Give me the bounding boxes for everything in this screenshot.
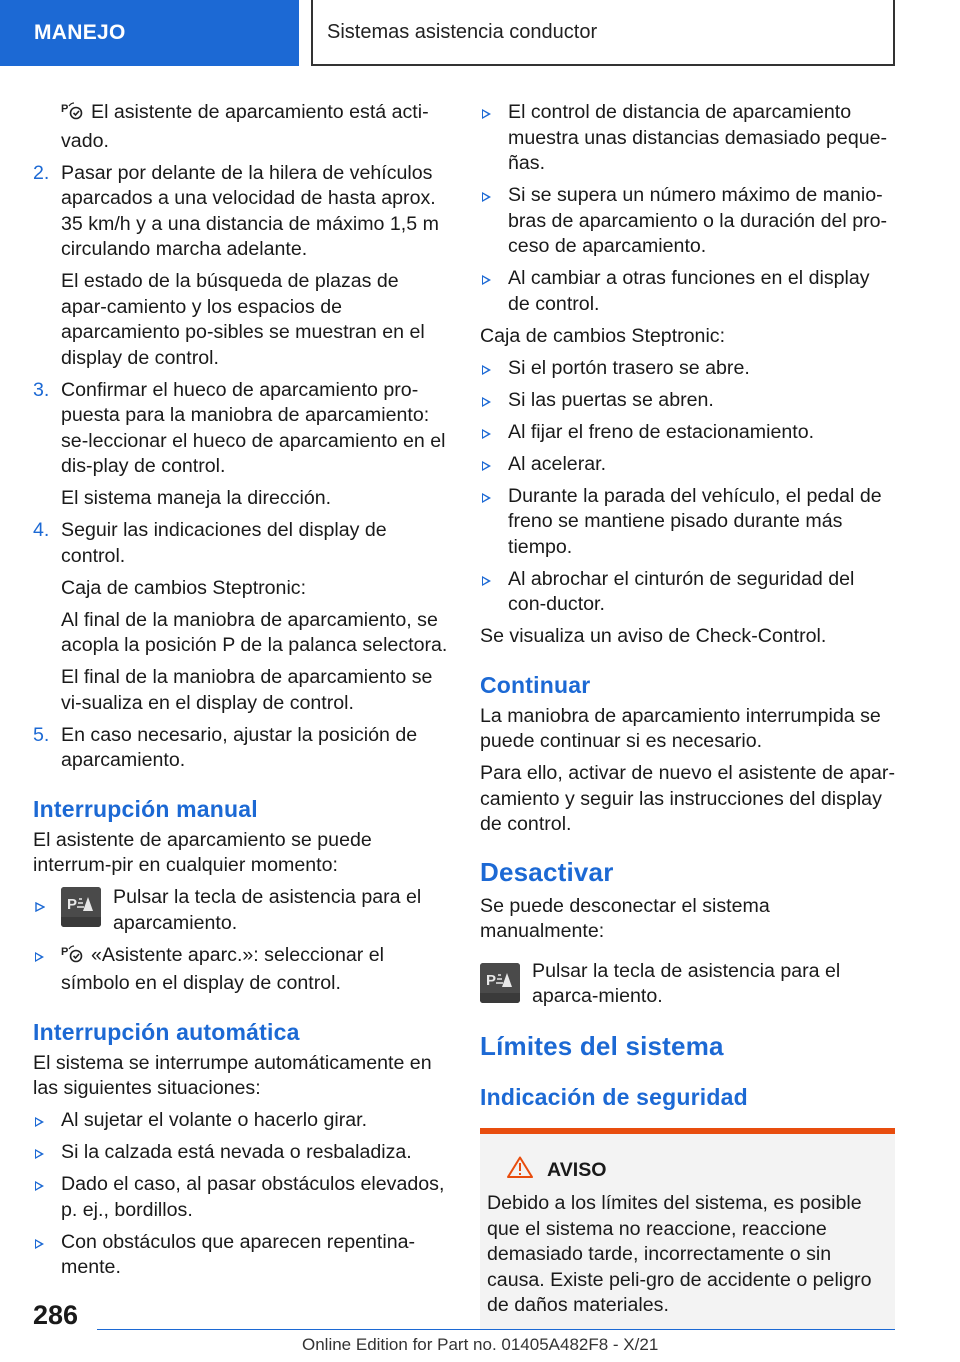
bullet-triangle-icon — [482, 275, 491, 285]
list-item — [33, 885, 448, 936]
bullet-triangle-icon — [35, 1181, 44, 1191]
section-tab: MANEJO — [0, 0, 299, 66]
step-number: 4. — [33, 519, 50, 541]
check-control-note: Se visualiza un aviso de Check-Control. — [480, 625, 827, 647]
bullet-triangle-icon — [482, 493, 491, 503]
list-item: Al fijar el freno de estacionamiento. — [480, 420, 895, 446]
automatic-interruption-heading: Interrupción automática — [33, 1018, 300, 1045]
svg-text:P: P — [67, 896, 78, 913]
list-item: Al acelerar. — [480, 452, 895, 478]
bullet-triangle-icon — [482, 461, 491, 471]
deactivate-instruction-text: Pulsar la tecla de asistencia para el aparca-miento. — [532, 959, 841, 1007]
continue-paragraph: La maniobra de aparcamiento interrumpida se puede continuar si es necesario. — [480, 704, 881, 752]
footer-edition: Online Edition for Part no. 01405A482F8 - X/21 — [302, 1335, 659, 1354]
bullet-triangle-icon — [35, 1239, 44, 1249]
bullet-triangle-icon — [35, 894, 45, 920]
deactivate-instruction — [480, 959, 895, 1010]
list-item: Si las puertas se abren. — [480, 388, 895, 414]
step-note: El estado de la búsqueda de plazas de apar-camiento y los espacios de aparcamiento po-sibles se muestran en el display de control. — [61, 270, 425, 369]
step-note: El sistema maneja la dirección. — [61, 487, 332, 509]
parking-button-icon — [480, 963, 520, 1003]
continue-paragraph: Para ello, activar de nuevo el asistente de apar-camiento y seguir las instrucciones del display de control. — [480, 762, 895, 835]
bullet-triangle-icon — [482, 429, 491, 439]
step-2 — [33, 161, 448, 263]
step-note: Al final de la maniobra de aparcamiento, se acopla la posición P de la palanca selectora. — [61, 608, 448, 656]
deactivate-heading: Desactivar — [480, 856, 614, 887]
parking-assistant-icon — [61, 944, 85, 972]
bullet-triangle-icon — [35, 1149, 44, 1159]
list-item: Si el portón trasero se abre. — [480, 356, 895, 382]
warning-header — [487, 1156, 887, 1186]
list-item: Durante la parada del vehículo, el pedal de freno se mantiene pisado durante más tiempo. — [480, 484, 895, 561]
list-item: Con obstáculos que aparecen repentina-mente. — [33, 1230, 448, 1281]
svg-text:P: P — [61, 103, 69, 115]
chapter-title: Sistemas asistencia conductor — [311, 0, 895, 66]
list-item-text: Pulsar la tecla de asistencia para el aparcamiento. — [113, 886, 422, 934]
list-item: Al cambiar a otras funciones en el display de control. — [480, 266, 895, 317]
step-number: 5. — [33, 723, 50, 746]
list-item: El control de distancia de aparcamiento muestra unas distancias demasiado peque-ñas. — [480, 100, 895, 177]
step-4 — [33, 518, 448, 569]
bullet-triangle-icon — [35, 1117, 44, 1127]
svg-text:P: P — [486, 971, 497, 989]
step-note: El final de la maniobra de aparcamiento se vi-sualiza en el display de control. — [61, 666, 433, 714]
bullet-triangle-icon — [482, 576, 491, 586]
continue-heading: Continuar — [480, 671, 591, 698]
step-note: Caja de cambios Steptronic: — [61, 576, 307, 599]
warning-box — [480, 1128, 895, 1330]
intro-line: P El asistente de aparcamiento está acti-vado. — [61, 101, 429, 152]
bullet-triangle-icon — [482, 365, 491, 375]
warning-title: AVISO — [547, 1158, 607, 1181]
step-text: Seguir las indicaciones del display de control. — [61, 519, 387, 567]
right-column — [480, 100, 895, 1329]
page-number: 286 — [33, 1300, 79, 1330]
auto-intro: El sistema se interrumpe automáticamente en las siguientes situaciones: — [33, 1051, 432, 1099]
list-item: Si la calzada está nevada o resbaladiza. — [33, 1140, 448, 1166]
bullet-triangle-icon — [35, 952, 44, 962]
bullet-triangle-icon — [482, 397, 491, 407]
list-item: Al sujetar el volante o hacerlo girar. — [33, 1108, 448, 1134]
list-item: Dado el caso, al pasar obstáculos elevados, p. ej., bordillos. — [33, 1172, 448, 1223]
step-text: Confirmar el hueco de aparcamiento pro-puesta para la maniobra de aparcamiento: se-leccionar el hueco de aparcamiento en el dis-play de control. — [61, 378, 446, 477]
deactivate-paragraph: Se puede desconectar el sistema manualmente: — [480, 894, 770, 942]
steptronic-label: Caja de cambios Steptronic: — [480, 324, 726, 347]
list-item — [33, 943, 448, 997]
list-item: Al abrochar el cinturón de seguridad del con-ductor. — [480, 567, 895, 618]
step-text: Pasar por delante de la hilera de vehículos aparcados a una velocidad de hasta aprox. 35 km/h y a una distancia de máximo 1,5 m circulando marcha adelante. — [61, 161, 439, 260]
bullet-triangle-icon — [482, 192, 491, 202]
warning-triangle-icon — [507, 1156, 547, 1186]
parking-assistant-icon — [61, 101, 85, 129]
step-5 — [33, 723, 448, 774]
system-limits-heading: Límites del sistema — [480, 1030, 724, 1061]
manual-interruption-heading: Interrupción manual — [33, 795, 258, 822]
step-text: En caso necesario, ajustar la posición de aparcamiento. — [61, 723, 418, 771]
parking-button-icon — [61, 887, 101, 927]
bullet-triangle-icon — [482, 109, 491, 119]
svg-text:P: P — [61, 945, 69, 958]
footer-divider — [97, 1329, 895, 1330]
step-number: 2. — [33, 161, 50, 184]
warning-text: Debido a los límites del sistema, es posible que el sistema no reaccione, reaccione demasiado tarde, incorrectamente o sin causa. Existe peli-gro de accidente o peligro de daños materiales. — [487, 1192, 872, 1316]
left-column — [33, 100, 448, 1287]
step-3 — [33, 378, 448, 480]
step-number: 3. — [33, 378, 50, 401]
page-header — [0, 0, 960, 66]
list-item-text: «Asistente aparc.»: seleccionar el símbolo en el display de control. — [61, 943, 384, 994]
manual-intro: El asistente de aparcamiento se puede interrum-pir en cualquier momento: — [33, 828, 372, 876]
list-item: Si se supera un número máximo de manio-bras de aparcamiento o la duración del pro-ceso de aparcamiento. — [480, 183, 895, 260]
safety-heading: Indicación de seguridad — [480, 1083, 748, 1110]
